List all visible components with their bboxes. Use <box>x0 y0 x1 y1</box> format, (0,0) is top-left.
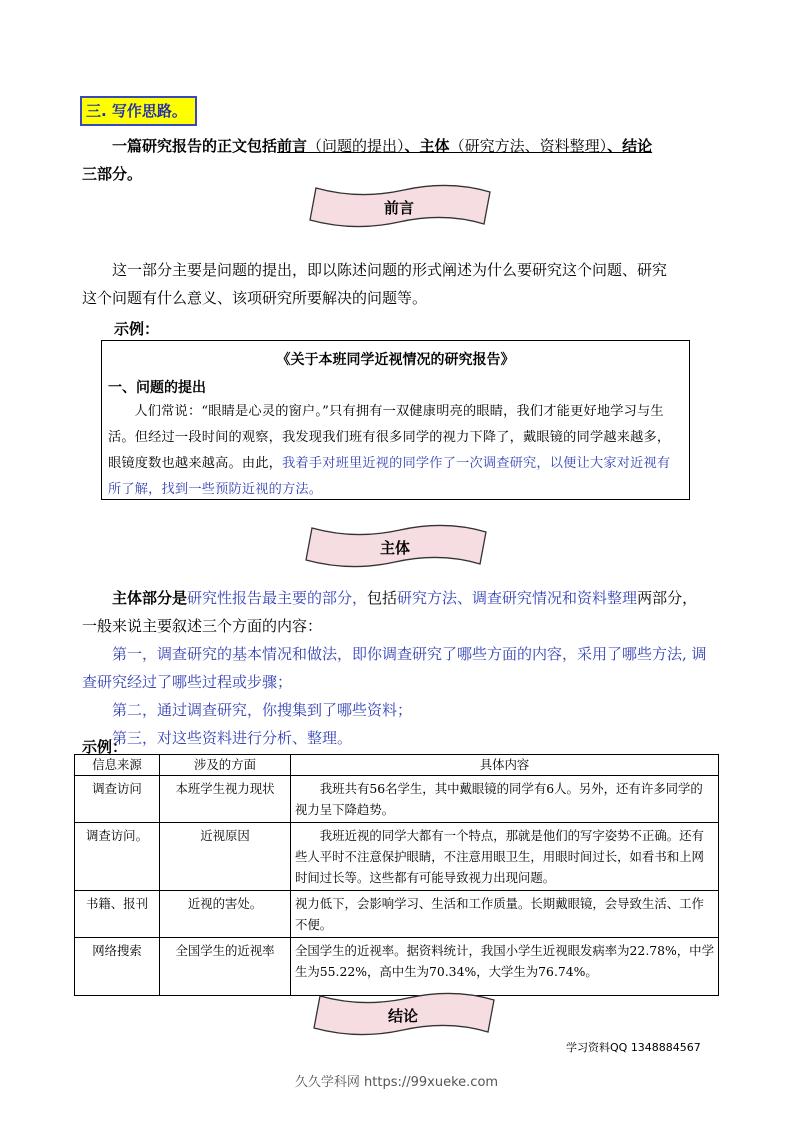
preface-text <box>82 256 712 312</box>
intro-text-4: 、主体 <box>404 137 450 155</box>
table-cell: 书籍、报刊 <box>75 891 160 938</box>
banner-body <box>300 524 490 570</box>
body-bold: 主体部分是 <box>112 589 188 607</box>
example-subtitle: 一、问题的提出 <box>108 380 206 396</box>
table-header: 具体内容 <box>291 755 719 776</box>
table-cell: 我班近视的同学大都有一个特点，那就是他们的写字姿势不正确。还有些人平时不注意保护眼睛，不注意用眼卫生，用眼时间过长，如看书和上网时间过长等。这些都有可能导致视力出现问题。 <box>291 823 719 891</box>
table-cell: 调查访问 <box>75 776 160 823</box>
banner-conclusion <box>308 992 498 1038</box>
table-cell: 调查访问。 <box>75 823 160 891</box>
preface-line-1: 这一部分主要是问题的提出，即以陈述问题的形式阐述为什么要研究这个问题、研究 <box>112 261 668 279</box>
intro-text-7: 三部分。 <box>82 165 143 183</box>
intro-text-6: 、结论 <box>607 137 653 155</box>
table-cell: 本班学生视力现状 <box>160 776 291 823</box>
table-row <box>75 823 719 891</box>
table-cell: 我班共有56名学生，其中戴眼镜的同学有6人。另外，还有许多同学的视力呈下降趋势。 <box>291 776 719 823</box>
info-table <box>74 754 719 996</box>
section-heading: 三. 写作思路。 <box>80 96 197 126</box>
body-point-3: 第三，对这些资料进行分析、整理。 <box>112 729 353 747</box>
banner-body-label: 主体 <box>379 538 410 557</box>
body-black-1: 包括 <box>367 589 398 607</box>
table-header: 信息来源 <box>75 755 160 776</box>
preface-line-2: 这个问题有什么意义、该项研究所要解决的问题等。 <box>82 289 428 307</box>
intro-paragraph <box>82 132 712 188</box>
table-header-row <box>75 755 719 776</box>
table-cell: 近视的害处。 <box>160 891 291 938</box>
body-black-2: 两部分，一般来说主要叙述三个方面的内容： <box>82 589 698 635</box>
banner-preface <box>304 184 494 230</box>
intro-text-1: 一篇研究报告的正文包括 <box>112 137 278 155</box>
footer-site-link[interactable]: 久久学科网 https://99xueke.com <box>294 1075 499 1090</box>
example-body-blue: 我着手对班里近视的同学作了一次调查研究，以便让大家对近视有所了解，找到一些预防近视的方法。 <box>108 456 671 497</box>
example-label: 示例： <box>114 320 160 338</box>
body-point-1: 第一，调查研究的基本情况和做法，即你调查研究了哪些方面的内容，采用了哪些方法, 调查研究经过了哪些过程或步骤； <box>82 645 707 691</box>
banner-preface-label: 前言 <box>383 198 414 217</box>
table-cell: 视力低下，会影响学习、生活和工作质量。长期戴眼镜，会导致生活、工作不便。 <box>291 891 719 938</box>
table-cell: 网络搜索 <box>75 938 160 996</box>
banner-conclusion-label: 结论 <box>387 1006 418 1025</box>
example-label-2: 示例： <box>82 738 128 756</box>
table-cell: 近视原因 <box>160 823 291 891</box>
table-header: 涉及的方面 <box>160 755 291 776</box>
intro-text-3: （问题的提出） <box>307 137 405 155</box>
table-row <box>75 776 719 823</box>
table-row <box>75 938 719 996</box>
example-body <box>108 399 683 503</box>
example-title: 《关于本班同学近视情况的研究报告》 <box>276 352 515 368</box>
intro-text-2: 前言 <box>277 137 308 155</box>
footer-qq: 学习资料QQ 1348884567 <box>566 1041 701 1054</box>
intro-text-5: （研究方法、资料整理） <box>449 137 608 155</box>
table-cell: 全国学生的近视率 <box>160 938 291 996</box>
example-box <box>101 340 690 500</box>
body-point-2: 第二，通过调查研究，你搜集到了哪些资料； <box>112 701 413 719</box>
example-body-black: 人们常说：“眼睛是心灵的窗户。”只有拥有一双健康明亮的眼睛，我们才能更好地学习与生活。但经过一段时间的观察，我发现我们班有很多同学的视力下降了，戴眼镜的同学越来越多，眼镜度数也越来越高。由此， <box>108 404 671 471</box>
table-cell: 全国学生的近视率。据资料统计，我国小学生近视眼发病率为22.78%，中学生为55.22%，高中生为70.34%，大学生为76.74%。 <box>291 938 719 996</box>
body-blue-1: 研究性报告最主要的部分， <box>187 589 368 607</box>
body-blue-2: 研究方法、调查研究情况和资料整理 <box>397 589 638 607</box>
body-line-1 <box>82 584 712 640</box>
body-section <box>82 584 712 752</box>
table-row <box>75 891 719 938</box>
